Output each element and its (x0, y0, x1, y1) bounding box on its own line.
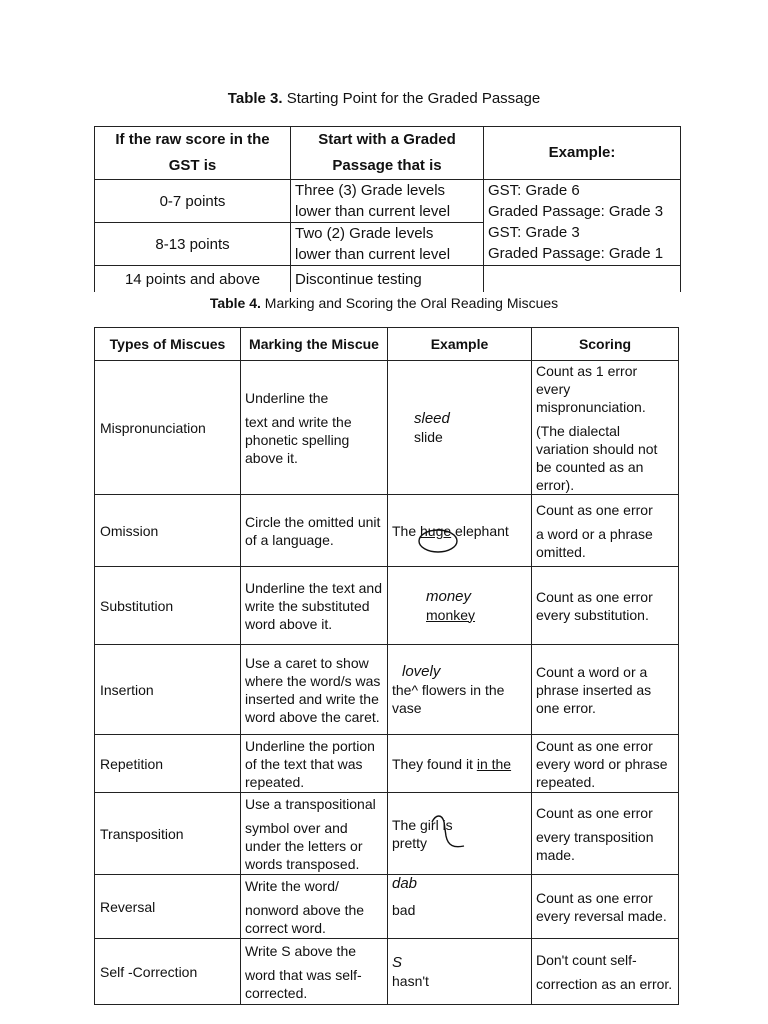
transposition-marking-line2: symbol over and under the letters or words transposed. (245, 819, 363, 872)
self-correction-example-base: hasn't (392, 972, 429, 989)
row-insertion-type: Insertion (95, 645, 241, 735)
row-substitution-marking: Underline the text and write the substituted word above it. (241, 567, 388, 645)
row-reversal-scoring: Count as one error every reversal made. (532, 875, 679, 939)
table3-example-line1: GST: Grade 6 (488, 182, 580, 199)
omission-example-omitted: huge (420, 522, 452, 539)
repetition-example-pre: They found it (392, 755, 477, 772)
row-insertion-example (388, 645, 532, 735)
self-correction-example-top: S (392, 953, 403, 971)
table3-header-score: If the raw score in the GST is (95, 127, 291, 180)
row-repetition-example (388, 735, 532, 793)
mispronunciation-scoring-line1: Count as 1 error every mispronunciation. (536, 362, 646, 415)
table3-row2-start (291, 223, 484, 266)
transposition-scoring-line2: every transposition made. (536, 828, 654, 863)
table3-row1-score: 0-7 points (95, 180, 291, 223)
table3-row2-score: 8-13 points (95, 223, 291, 266)
table4-header-type: Types of Miscues (95, 328, 241, 361)
omission-scoring-line2: a word or a phrase omitted. (536, 525, 653, 560)
table4-caption-label: Table 4. (209, 295, 261, 311)
self-correction-scoring-line2: correction as an error. (536, 975, 673, 992)
table-row (95, 567, 679, 645)
transposition-scoring-line1: Count as one error (536, 804, 653, 821)
table3-row2-start-line2: lower than current level (295, 246, 451, 263)
table-row (95, 939, 679, 1005)
row-omission-marking: Circle the omitted unit of a language. (241, 495, 388, 567)
table3-caption (0, 90, 768, 107)
reversal-marking-line1: Write the word/ (245, 877, 339, 894)
row-mispronunciation-type: Mispronunciation (95, 361, 241, 495)
table3-caption-text: Starting Point for the Graded Passage (282, 90, 541, 107)
row-reversal-example (388, 875, 532, 939)
transposition-example-base: The girl is pretty (392, 816, 453, 851)
transposition-example-text (392, 816, 462, 852)
row-self-correction-type: Self -Correction (95, 939, 241, 1005)
table3-row3-start: Discontinue testing (291, 266, 484, 293)
table3-header-start: Start with a Graded Passage that is (291, 127, 484, 180)
row-mispronunciation-scoring (532, 361, 679, 495)
row-omission-example (388, 495, 532, 567)
table3 (94, 126, 681, 292)
transposition-symbol-icon (428, 814, 468, 854)
table4-header-marking: Marking the Miscue (241, 328, 388, 361)
table3-example-cell (484, 180, 681, 266)
self-correction-scoring-line1: Don't count self- (536, 951, 637, 968)
mispronunciation-example-base: slide (414, 428, 443, 445)
omission-example-pre: The (392, 522, 421, 539)
self-correction-marking-line2: word that was self-corrected. (245, 966, 362, 1001)
row-mispronunciation-marking (241, 361, 388, 495)
insertion-example-top: lovely (402, 662, 441, 680)
table4-caption (0, 295, 768, 311)
omission-example-post: elephant (451, 522, 509, 539)
reversal-example-top: dab (392, 875, 418, 892)
substitution-example-top: money (426, 587, 472, 605)
row-transposition-type: Transposition (95, 793, 241, 875)
table4-caption-text: Marking and Scoring the Oral Reading Miscues (260, 295, 559, 311)
omission-scoring-line1: Count as one error (536, 501, 653, 518)
table3-row2-start-line1: Two (2) Grade levels (295, 225, 434, 242)
reversal-marking-line2: nonword above the correct word. (245, 901, 365, 936)
omission-circle-icon (416, 526, 460, 554)
table3-row1-start (291, 180, 484, 223)
table3-row1-start-line2: lower than current level (295, 203, 451, 220)
table3-header-example: Example: (484, 127, 681, 180)
row-omission-scoring (532, 495, 679, 567)
table-row (95, 361, 679, 495)
row-omission-type: Omission (95, 495, 241, 567)
row-transposition-scoring (532, 793, 679, 875)
row-reversal-marking (241, 875, 388, 939)
substitution-example-base: monkey (426, 606, 476, 623)
table-row (95, 735, 679, 793)
repetition-example-repeated: in the (476, 755, 512, 772)
table4-header-scoring: Scoring (532, 328, 679, 361)
row-self-correction-marking (241, 939, 388, 1005)
table-row (95, 875, 679, 939)
table-row (95, 495, 679, 567)
self-correction-marking-line1: Write S above the (245, 942, 357, 959)
table3-example-line3: GST: Grade 3 (488, 224, 580, 241)
table3-example-line2: Graded Passage: Grade 3 (488, 203, 664, 220)
reversal-example-base: bad (392, 902, 416, 918)
insertion-example-base: the^ flowers in the vase (392, 681, 505, 716)
row-repetition-scoring: Count as one error every word or phrase repeated. (532, 735, 679, 793)
table3-caption-label: Table 3. (227, 90, 283, 107)
table4-header-example: Example (388, 328, 532, 361)
mispronunciation-scoring-line2: (The dialectal variation should not be counted as an error). (536, 422, 658, 493)
table3-row3-score: 14 points and above (95, 266, 291, 293)
table-row (95, 793, 679, 875)
table3-row1-start-line1: Three (3) Grade levels (295, 182, 446, 199)
table4 (94, 327, 679, 1005)
row-mispronunciation-example (388, 361, 532, 495)
table3-example-line4: Graded Passage: Grade 1 (488, 245, 664, 262)
omission-example-text (392, 522, 527, 540)
transposition-marking-line1: Use a transpositional (245, 795, 376, 812)
table3-row3-example (484, 266, 681, 293)
row-repetition-marking: Underline the portion of the text that was repeated. (241, 735, 388, 793)
row-reversal-type: Reversal (95, 875, 241, 939)
row-substitution-scoring: Count as one error every substitution. (532, 567, 679, 645)
mispronunciation-marking-line1: Underline the (245, 389, 329, 406)
row-transposition-marking (241, 793, 388, 875)
row-insertion-scoring: Count a word or a phrase inserted as one error. (532, 645, 679, 735)
table-row (95, 645, 679, 735)
row-transposition-example (388, 793, 532, 875)
row-substitution-example (388, 567, 532, 645)
row-self-correction-scoring (532, 939, 679, 1005)
row-repetition-type: Repetition (95, 735, 241, 793)
row-substitution-type: Substitution (95, 567, 241, 645)
mispronunciation-marking-line2: text and write the phonetic spelling above it. (245, 413, 352, 466)
row-insertion-marking: Use a caret to show where the word/s was inserted and write the word above the caret. (241, 645, 388, 735)
row-self-correction-example (388, 939, 532, 1005)
mispronunciation-example-top: sleed (414, 409, 450, 427)
